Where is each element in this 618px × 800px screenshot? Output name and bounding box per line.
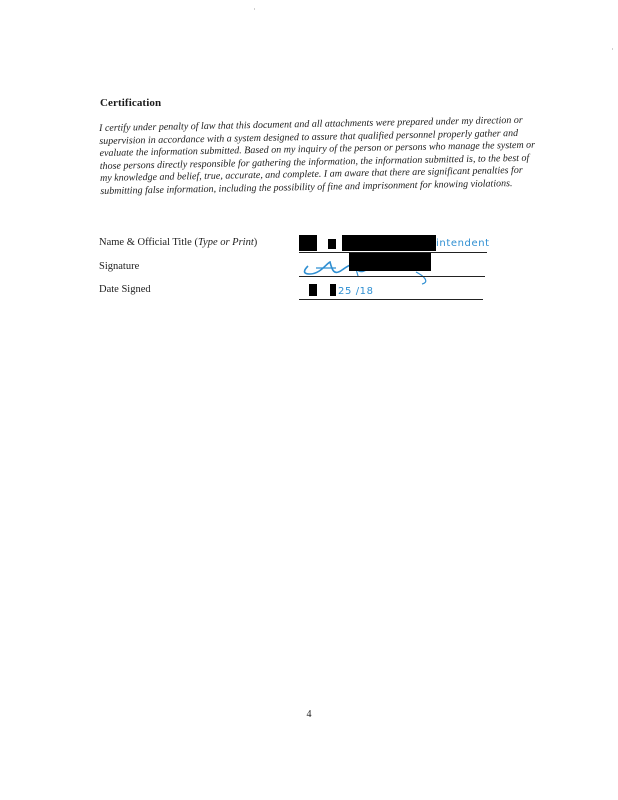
name-title-label-close: ) (253, 237, 258, 248)
date-signed-line (299, 299, 483, 300)
name-title-handwritten-value: intendent (436, 238, 490, 249)
date-signed-handwritten-value: 25 /18 (338, 286, 374, 297)
certification-heading: Certification (100, 97, 162, 109)
signature-line (299, 276, 485, 277)
redaction-block (349, 253, 431, 271)
certification-statement: I certify under penalty of law that this document and all attachments were prepared under my direction or supervision in accordance with a system designed to assure that qualified personnel properly gather and evaluate the information submitted. Based on my inquiry of the person or persons who manage the system or those persons directly responsible for gathering the information, the information submitted is, to the best of my knowledge and belief, true, accurate, and complete. I am aware that there are significant penalties for submitting false information, including the possibility of fine and imprisonment for knowing violations. (99, 114, 536, 197)
name-title-label (99, 237, 257, 248)
scan-speck (612, 48, 613, 50)
redaction-block (328, 239, 336, 249)
redaction-block (330, 284, 336, 296)
scan-speck (254, 8, 255, 10)
date-signed-label: Date Signed (99, 284, 151, 295)
redaction-block (342, 235, 436, 251)
page-number: 4 (306, 709, 312, 720)
redaction-block (309, 284, 317, 296)
redaction-block (299, 235, 317, 251)
name-title-label-italic: Type or Print (197, 237, 254, 248)
signature-label: Signature (99, 261, 140, 272)
name-title-label-text: Name & Official Title ( (99, 237, 198, 248)
